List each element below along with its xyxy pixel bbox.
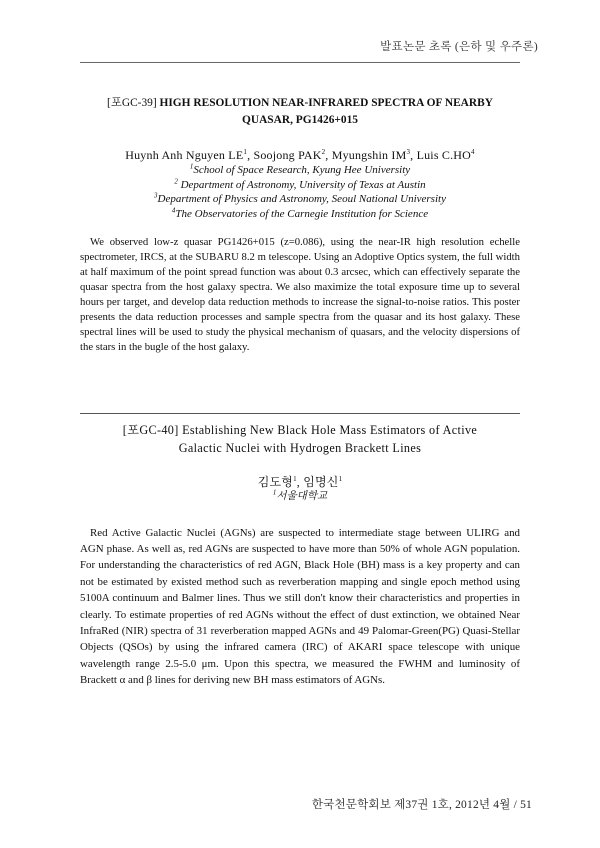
header-rule (80, 62, 520, 63)
author-name: Soojong PAK (253, 148, 322, 162)
author-sup: 1 (243, 148, 248, 156)
abstract-body: We observed low-z quasar PG1426+015 (z=0.086), using the near-IR high resolution echelle spectrometer, IRCS, at the SUBARU 8.2 m telescope. Using an Adoptive Optics system, the full width at half maximum of the point spread function was about 0.3 arcsec, which can effectively separate the quasar spectra from the host galaxy spectra. We also maximize the total exposure time up to several hours per target, and develop data reduction methods to increase the signal-to-noise ratios. This poster presents the data reduction processes and sample spectra from the quasar and its host galaxy. These spectral lines will be used to study the physical mechanism of quasars, and the velocity dispersions of the stars in the bugle of the host galaxy. (80, 236, 520, 354)
abstract-code: [포GC-40] (122, 423, 179, 437)
affiliation (80, 163, 520, 178)
affiliation (80, 207, 520, 222)
abstract-body: Red Active Galactic Nuclei (AGNs) are suspected to intermediate stage between ULIRG and AGN phase. As well as, red AGNs are suspected to have more than 50% of whole AGN population. For understanding the characteristics of red AGN, Black Hole (BH) mass is a key property and can not be estimated by existed method such as reverberation mapping and single epoch method using 5100A continuum and Balmer lines. Thus we still don't know their characteristics and properties in clearly. To estimate properties of red AGNs without the effect of dust extinction, we obtained Near InfraRed (NIR) spectra of 31 reverberation mapped AGNs and 49 Palomar-Green(PG) Quasi-Stellar Objects (QSOs) by using the infrared camera (IRC) of AKARI space telescope with unique wavelength range 2.5-5.0 μm. Upon this spectra, we measured the FWHM and luminosity of Brackett α and β lines for deriving new BH mass estimators of AGNs. (80, 526, 520, 687)
author-sep: , (296, 475, 304, 489)
abstract-gc40 (80, 421, 520, 700)
abstract-title (80, 95, 520, 129)
author-sup: 4 (471, 148, 475, 156)
author-sep: , (325, 148, 332, 162)
author-sup: 1 (293, 475, 297, 483)
affiliation-sup: 1 (272, 488, 277, 497)
affiliation-sup: 2 (174, 176, 178, 185)
affiliation-text: Department of Astronomy, University of Texas at Austin (177, 178, 426, 191)
affiliation (80, 490, 520, 505)
author-list (80, 148, 520, 163)
author-sup: 2 (321, 148, 326, 156)
abstract-title (80, 421, 520, 457)
title-line-1: HIGH RESOLUTION NEAR-INFRARED SPECTRA OF NEARBY (159, 97, 493, 109)
title-line-2: QUASAR, PG1426+015 (242, 114, 358, 126)
title-line-1: Establishing New Black Hole Mass Estimators of Active (182, 423, 478, 437)
page-footer: 한국천문학회보 제37권 1호, 2012년 4월 / 51 (311, 799, 532, 811)
author-list (80, 473, 520, 490)
affiliation-sup: 3 (154, 191, 158, 200)
abstract-code: [포GC-39] (107, 97, 157, 109)
author-name: Huynh Anh Nguyen LE (125, 148, 244, 162)
affiliation-sup: 1 (189, 162, 194, 171)
affiliation-text: School of Space Research, Kyung Hee University (193, 164, 411, 176)
author-sep: , (247, 148, 254, 162)
author-sup: 3 (406, 148, 411, 156)
abstract-gc39 (80, 95, 520, 366)
author-sep: , (410, 148, 417, 162)
affiliation-list (80, 163, 520, 221)
author-name: 임명신 (303, 475, 339, 489)
author-sup: 1 (338, 475, 343, 483)
affiliation-sup: 4 (171, 206, 176, 215)
title-line-2: Galactic Nuclei with Hydrogen Brackett Lines (178, 441, 422, 455)
author-name: Myungshin IM (331, 148, 407, 162)
affiliation (80, 178, 520, 193)
affiliation-text: The Observatories of the Carnegie Institution for Science (175, 207, 429, 220)
author-name: 김도형 (257, 475, 294, 489)
running-header: 발표논문 초록 (은하 및 우주론) (380, 41, 538, 53)
affiliation-text: 서울대학교 (276, 491, 328, 502)
section-divider (80, 413, 520, 414)
affiliation (80, 192, 520, 207)
affiliation-text: Department of Physics and Astronomy, Seoul National University (157, 193, 446, 206)
author-name: Luis C.HO (416, 148, 472, 162)
